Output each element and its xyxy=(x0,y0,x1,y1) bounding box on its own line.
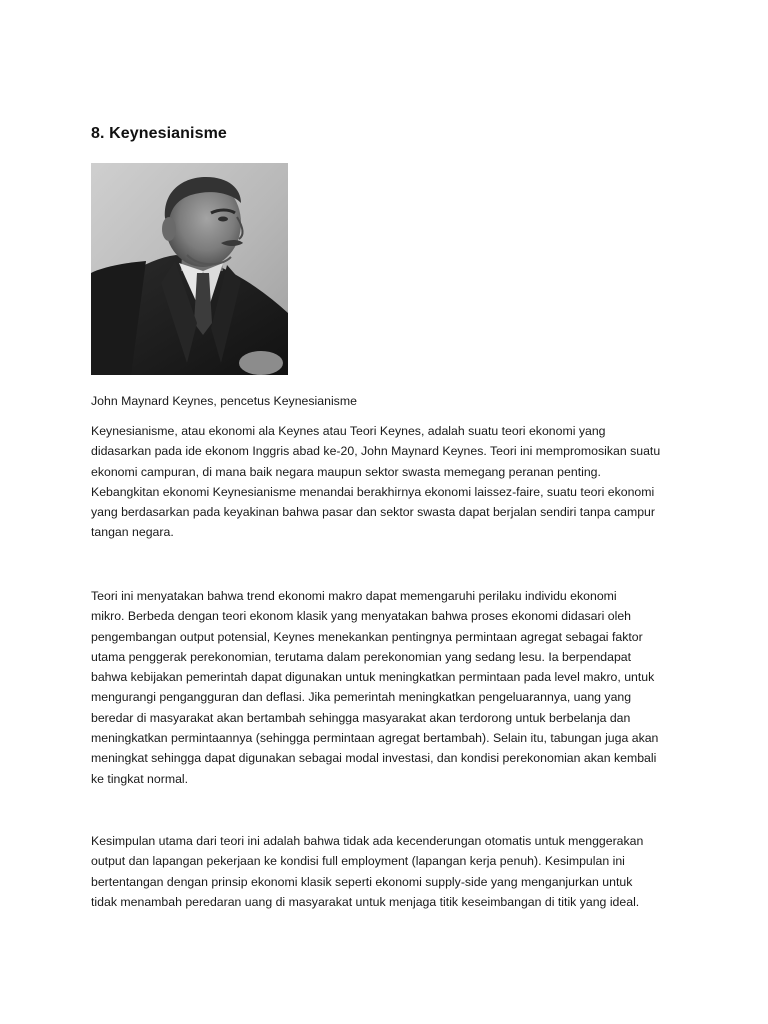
paragraph-line: bertentangan dengan prinsip ekonomi klasik seperti ekonomi supply-side yang menganjurkan untuk xyxy=(91,874,633,889)
paragraph-line: tidak menambah peredaran uang di masyarakat untuk menjaga titik keseimbangan di titik yang ideal. xyxy=(91,894,640,909)
paragraph-line: pengembangan output potensial, Keynes menekankan pentingnya permintaan agregat sebagai faktor xyxy=(91,629,643,644)
paragraph-line: tangan negara. xyxy=(91,525,174,540)
paragraph-conclusion xyxy=(91,831,691,912)
paragraph-line: mengurangi pengangguran dan deflasi. Jika pemerintah meningkatkan pengeluarannya, uang yang xyxy=(91,690,632,705)
paragraph-line: yang berdasarkan pada keyakinan bahwa pasar dan sektor swasta dapat berjalan sendiri tanpa campur xyxy=(91,505,655,520)
keynes-portrait-photo xyxy=(91,163,288,375)
paragraph-line: beredar di masyarakat akan bertambah sehingga masyarakat akan terdorong untuk berbelanja dan xyxy=(91,710,631,725)
paragraph-line: bahwa kebijakan pemerintah dapat digunakan untuk meningkatkan permintaan pada level makro, untuk xyxy=(91,670,655,685)
paragraph-line: ekonomi campuran, di mana baik negara maupun sektor swasta memegang peranan penting. xyxy=(91,464,601,479)
paragraph-line: output dan lapangan pekerjaan ke kondisi full employment (lapangan kerja penuh). Kesimpulan ini xyxy=(91,854,625,869)
paragraph-line: didasarkan pada ide ekonom Inggris abad ke-20, John Maynard Keynes. Teori ini mempromosikan suatu xyxy=(91,444,661,459)
paragraph-intro xyxy=(91,421,691,543)
paragraph-line: Kebangkitan ekonomi Keynesianisme menandai berakhirnya ekonomi laissez-faire, suatu teori ekonomi xyxy=(91,484,655,499)
paragraph-line: utama penggerak perekonomian, terutama dalam perekonomian yang sedang lesu. Ia berpendapat xyxy=(91,649,632,664)
paragraph-line: ke tingkat normal. xyxy=(91,771,189,786)
photo-caption: John Maynard Keynes, pencetus Keynesianisme xyxy=(91,394,357,408)
paragraph-line: mikro. Berbeda dengan teori ekonom klasik yang menyatakan bahwa proses ekonomi didasari oleh xyxy=(91,609,632,624)
paragraph-line: meningkat sehingga dapat digunakan sebagai modal investasi, dan kondisi perekonomian akan kembali xyxy=(91,751,657,766)
section-heading: 8. Keynesianisme xyxy=(91,125,227,142)
paragraph-line: Kesimpulan utama dari teori ini adalah bahwa tidak ada kecenderungan otomatis untuk menggerakan xyxy=(91,834,644,848)
paragraph-line: Teori ini menyatakan bahwa trend ekonomi makro dapat memengaruhi perilaku individu ekonomi xyxy=(91,589,617,603)
paragraph-theory xyxy=(91,586,691,789)
paragraph-line: Keynesianisme, atau ekonomi ala Keynes atau Teori Keynes, adalah suatu teori ekonomi yang xyxy=(91,424,606,438)
paragraph-line: meningkatkan permintaannya (sehingga permintaan agregat bertambah). Selain itu, tabungan juga akan xyxy=(91,731,659,746)
